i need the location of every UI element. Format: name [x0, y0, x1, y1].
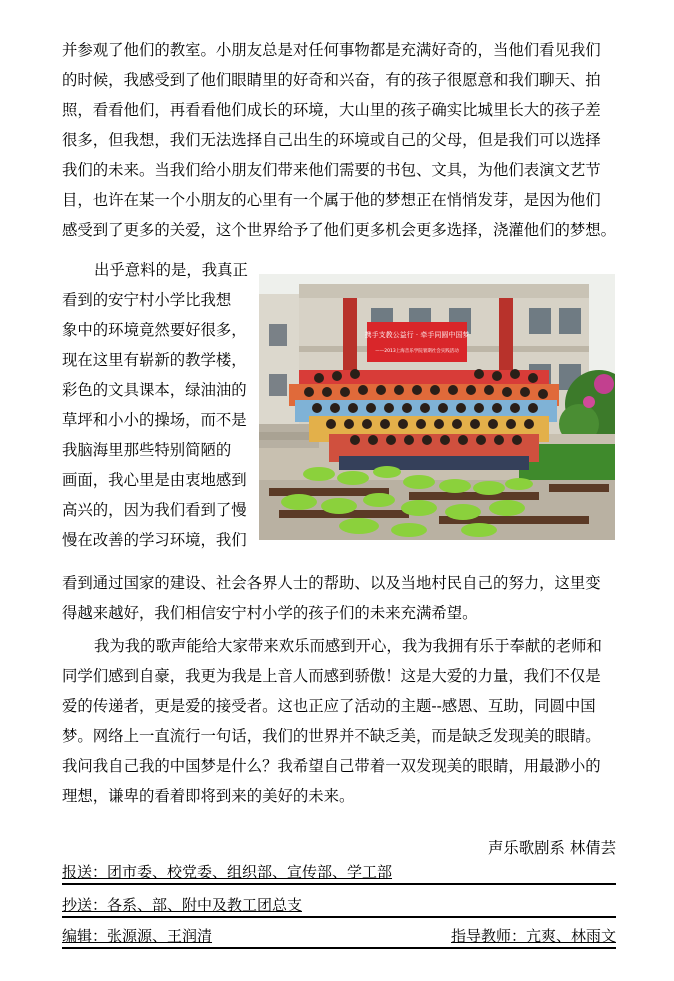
banner-text: 携手支教公益行 · 牵手同圆中国梦 [364, 331, 470, 339]
paragraph-3-line: 我为我的歌声能给大家带来欢乐而感到开心，我为我拥有乐于奉献的老师和 [94, 637, 602, 655]
paragraph-2-line: 看到的安宁村小学比我想 [62, 291, 232, 309]
advisors-text: 指导教师：亢爽、林雨文 [450, 927, 616, 945]
paragraph-2-line: 现在这里有崭新的教学楼， [62, 351, 247, 369]
paragraph-1-line: 目，也许在某一个小朋友的心里有一个属于他的梦想正在悄悄发芽，是因为他们 [62, 191, 601, 209]
paragraph-2-line: 高兴的，因为我们看到了慢 [62, 501, 247, 519]
paragraph-2-line: 画面，我心里是由衷地感到 [62, 471, 247, 489]
paragraph-1-line: 并参观了他们的教室。小朋友总是对任何事物都是充满好奇的，当他们看见我们 [62, 41, 601, 59]
paragraph-3-line: 理想，谦卑的看着即将到来的美好的未来。 [62, 787, 355, 805]
paragraph-2-line: 象中的环境竟然要好很多， [62, 321, 247, 339]
paragraph-3-line: 爱的传递者，更是爱的接受者。这也正应了活动的主题--感恩、互助，同圆中国 [62, 697, 596, 715]
report-to-text: 报送：团市委、校党委、组织部、宣传部、学工部 [62, 863, 393, 881]
group-photo [259, 274, 615, 540]
copy-to-text: 抄送：各系、部、附中及教工团总支 [62, 896, 303, 914]
paragraph-3-line: 我问我自己我的中国梦是什么？我希望自己带着一双发现美的眼睛，用最渺小的 [62, 757, 601, 775]
paragraph-1-line: 我们的未来。当我们给小朋友们带来他们需要的书包、文具，为他们表演文艺节 [62, 161, 601, 179]
paragraph-2-line: 彩色的文具课本，绿油油的 [62, 381, 247, 399]
paragraph-1-line: 很多，但我想，我们无法选择自己出生的环境或自己的父母，但是我们可以选择 [62, 131, 601, 149]
paragraph-2-line: 看到通过国家的建设、社会各界人士的帮助、以及当地村民自己的努力，这里变 [62, 574, 601, 592]
author-signature: 声乐歌剧系 林倩芸 [487, 839, 616, 857]
paragraph-3-line: 梦。网络上一直流行一句话，我们的世界并不缺乏美，而是缺乏发现美的眼睛。 [62, 727, 601, 745]
paragraph-1-line: 的时候，我感受到了他们眼睛里的好奇和兴奋，有的孩子很愿意和我们聊天、拍 [62, 71, 601, 89]
paragraph-2-line: 得越来越好，我们相信安宁村小学的孩子们的未来充满希望。 [62, 604, 478, 622]
paragraph-3-line: 同学们感到自豪，我更为我是上音人而感到骄傲！这是大爱的力量，我们不仅是 [62, 667, 601, 685]
paragraph-2-line: 我脑海里那些特别简陋的 [62, 441, 232, 459]
paragraph-1-line: 感受到了更多的关爱，这个世界给予了他们更多机会更多选择，浇灌他们的梦想。 [62, 221, 617, 239]
paragraph-2-line: 慢在改善的学习环境，我们 [62, 531, 247, 549]
report-to-row [62, 861, 616, 885]
copy-to-row [62, 894, 616, 918]
paragraph-2-line: 草坪和小小的操场，而不是 [62, 411, 247, 429]
banner-subtext: ——2013上海音乐学院暑期社会实践活动 [375, 349, 459, 354]
paragraph-2-line: 出乎意料的是，我真正 [94, 261, 248, 279]
editors-text: 编辑：张源源、王润清 [62, 927, 213, 945]
editors-row [62, 925, 616, 949]
paragraph-1-line: 照，看看他们，再看看他们成长的环境，大山里的孩子确实比城里长大的孩子差 [62, 101, 601, 119]
